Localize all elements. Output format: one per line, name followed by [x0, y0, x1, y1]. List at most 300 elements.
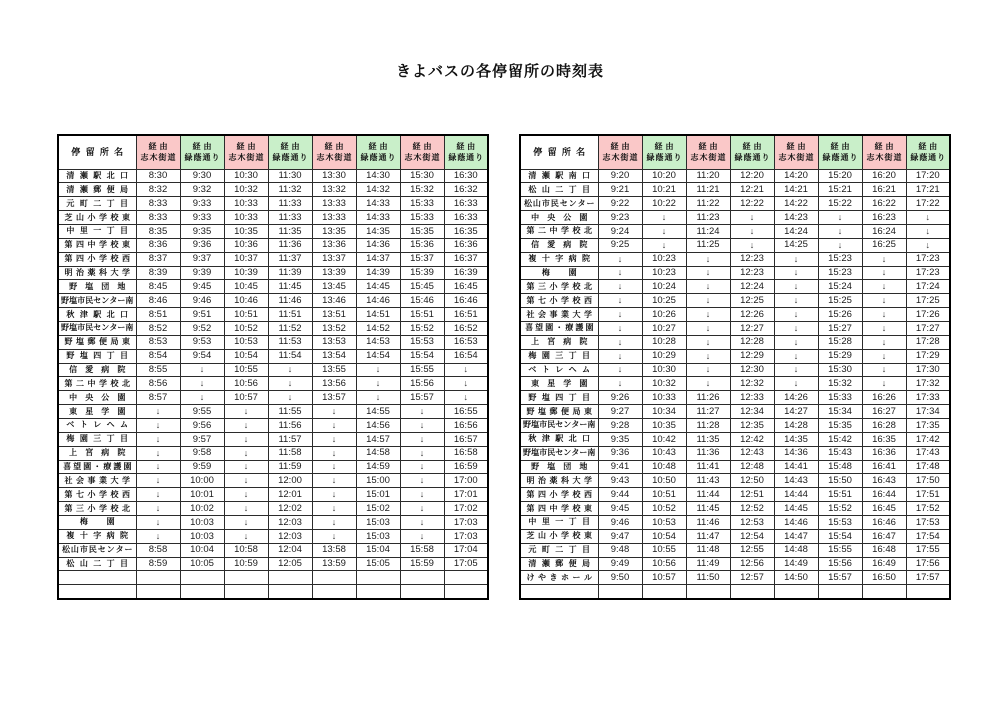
- stop-name-cell: [520, 169, 598, 183]
- time-cell: 14:43: [774, 474, 818, 488]
- time-cell: 9:55: [180, 405, 224, 419]
- time-cell: 15:43: [818, 446, 862, 460]
- stop-name-cell: [520, 488, 598, 502]
- stop-name: 松 山 市 民 セ ン タ ー: [523, 198, 595, 208]
- via-label: 経 由: [148, 141, 168, 151]
- stop-name-cell: [520, 294, 598, 308]
- skip-arrow-cell: ↓: [180, 391, 224, 405]
- stop-name: 梅 園 三 丁 目: [528, 351, 591, 361]
- time-cell: 13:55: [312, 363, 356, 377]
- table-row: [520, 488, 950, 502]
- stop-name-cell: [520, 197, 598, 211]
- route-name-label: 緑 蔭 通 り: [822, 152, 858, 162]
- time-cell: 11:22: [686, 197, 730, 211]
- stop-name-cell: [58, 252, 136, 266]
- time-cell: 17:42: [906, 432, 950, 446]
- time-cell: 14:35: [774, 432, 818, 446]
- skip-arrow-cell: ↓: [312, 502, 356, 516]
- time-cell: [686, 585, 730, 599]
- stop-name: 社 会 事 業 大 学: [526, 309, 592, 319]
- time-cell: 12:32: [730, 377, 774, 391]
- route-header-ryokuin-4: [730, 135, 774, 169]
- time-cell: 15:23: [818, 266, 862, 280]
- time-cell: 16:51: [444, 308, 488, 322]
- time-cell: [774, 585, 818, 599]
- skip-arrow-cell: ↓: [862, 363, 906, 377]
- time-cell: 9:52: [180, 321, 224, 335]
- time-cell: [268, 585, 312, 599]
- skip-arrow-cell: ↓: [268, 391, 312, 405]
- time-cell: [356, 585, 400, 599]
- time-cell: 14:47: [774, 529, 818, 543]
- route-header-shiki-1: [136, 135, 180, 169]
- time-cell: 10:52: [642, 502, 686, 516]
- stop-name-cell: [58, 571, 136, 585]
- time-cell: 15:55: [818, 543, 862, 557]
- skip-arrow-cell: ↓: [598, 252, 642, 266]
- stop-name: 秋 津 駅 北 口: [528, 434, 591, 444]
- time-cell: 9:41: [598, 460, 642, 474]
- time-cell: 10:25: [642, 294, 686, 308]
- time-cell: 14:39: [356, 266, 400, 280]
- stop-name: 野 塩 四 丁 目: [66, 351, 129, 361]
- stop-name: 明 治 薬 科 大 学: [526, 475, 592, 485]
- time-cell: 17:43: [906, 446, 950, 460]
- time-cell: 10:05: [180, 557, 224, 571]
- time-cell: 9:35: [180, 224, 224, 238]
- time-cell: 13:58: [312, 543, 356, 557]
- table-row: [58, 252, 488, 266]
- time-cell: [400, 571, 444, 585]
- stop-name: 複 十 字 病 院: [66, 531, 129, 541]
- stop-name-cell: [58, 169, 136, 183]
- stop-name: 野 塩 団 地: [531, 461, 588, 471]
- time-cell: 9:44: [598, 488, 642, 502]
- time-cell: 8:56: [136, 377, 180, 391]
- time-cell: 16:44: [862, 488, 906, 502]
- time-cell: 16:50: [862, 571, 906, 585]
- time-cell: 15:51: [400, 308, 444, 322]
- time-cell: 12:05: [268, 557, 312, 571]
- stop-name: 上 宮 病 院: [531, 337, 588, 347]
- time-cell: 14:41: [774, 460, 818, 474]
- stop-name-cell: [58, 557, 136, 571]
- time-cell: 16:23: [862, 211, 906, 225]
- stop-name-cell: [58, 515, 136, 529]
- skip-arrow-cell: ↓: [862, 266, 906, 280]
- time-cell: 17:30: [906, 363, 950, 377]
- table-row: [520, 432, 950, 446]
- time-cell: 16:37: [444, 252, 488, 266]
- time-cell: 10:30: [224, 169, 268, 183]
- time-cell: 9:56: [180, 418, 224, 432]
- skip-arrow-cell: ↓: [862, 308, 906, 322]
- table-row: [58, 418, 488, 432]
- skip-arrow-cell: ↓: [774, 280, 818, 294]
- stop-name: 社 会 事 業 大 学: [64, 475, 130, 485]
- time-cell: 13:30: [312, 169, 356, 183]
- stop-name-cell: [58, 488, 136, 502]
- skip-arrow-cell: ↓: [686, 363, 730, 377]
- skip-arrow-cell: ↓: [400, 405, 444, 419]
- time-cell: 12:43: [730, 446, 774, 460]
- time-cell: 15:27: [818, 321, 862, 335]
- skip-arrow-cell: ↓: [686, 308, 730, 322]
- time-cell: 9:25: [598, 238, 642, 252]
- table-row: [58, 197, 488, 211]
- stop-name: 元 町 二 丁 目: [66, 198, 129, 208]
- time-cell: 10:58: [224, 543, 268, 557]
- stop-name-cell: [520, 183, 598, 197]
- time-cell: 10:30: [642, 363, 686, 377]
- skip-arrow-cell: ↓: [906, 224, 950, 238]
- route-header-shiki-7: [862, 135, 906, 169]
- stop-name: ベ ト レ ヘ ム: [528, 364, 591, 374]
- time-cell: 14:55: [356, 405, 400, 419]
- stop-name: 松 山 市 民 セ ン タ ー: [61, 545, 133, 555]
- time-cell: [862, 585, 906, 599]
- time-cell: 17:24: [906, 280, 950, 294]
- time-cell: 9:22: [598, 197, 642, 211]
- stop-name-cell: [58, 391, 136, 405]
- time-cell: 11:46: [686, 515, 730, 529]
- time-cell: 17:23: [906, 266, 950, 280]
- time-cell: 12:57: [730, 571, 774, 585]
- table-row: [520, 543, 950, 557]
- time-cell: 16:28: [862, 418, 906, 432]
- empty-row: [58, 571, 488, 585]
- time-cell: 9:45: [180, 280, 224, 294]
- time-cell: 16:24: [862, 224, 906, 238]
- time-cell: 17:02: [444, 502, 488, 516]
- stop-name: 第 七 小 学 校 西: [64, 489, 130, 499]
- via-label: 経 由: [456, 141, 476, 151]
- table-row: [520, 405, 950, 419]
- table-row: [520, 349, 950, 363]
- time-cell: 15:57: [818, 571, 862, 585]
- stop-name-cell: [520, 238, 598, 252]
- time-cell: [224, 571, 268, 585]
- time-cell: 8:33: [136, 197, 180, 211]
- stop-name: 梅 園 三 丁 目: [66, 434, 129, 444]
- stop-name: 喜 望 園 ・ 療 護 園: [525, 323, 594, 333]
- time-cell: 11:36: [686, 446, 730, 460]
- time-cell: 11:56: [268, 418, 312, 432]
- stop-name: 第 四 小 学 校 西: [526, 489, 592, 499]
- stop-name-cell: [58, 363, 136, 377]
- table-row: [520, 252, 950, 266]
- time-cell: 13:51: [312, 308, 356, 322]
- stop-name-cell: [58, 432, 136, 446]
- time-cell: 14:58: [356, 446, 400, 460]
- time-cell: 9:57: [180, 432, 224, 446]
- stop-name: 第 二 中 学 校 北: [64, 378, 130, 388]
- stop-name-cell: [58, 335, 136, 349]
- table-row: [58, 349, 488, 363]
- skip-arrow-cell: ↓: [400, 488, 444, 502]
- table-row: [520, 308, 950, 322]
- time-cell: 10:04: [180, 543, 224, 557]
- table-row: [58, 308, 488, 322]
- time-cell: 14:44: [774, 488, 818, 502]
- time-cell: 10:23: [642, 252, 686, 266]
- skip-arrow-cell: ↓: [598, 377, 642, 391]
- time-cell: 9:48: [598, 543, 642, 557]
- time-cell: [180, 585, 224, 599]
- via-label: 経 由: [874, 141, 894, 151]
- stop-name-cell: [520, 252, 598, 266]
- time-cell: 8:53: [136, 335, 180, 349]
- time-cell: 13:46: [312, 294, 356, 308]
- via-label: 経 由: [236, 141, 256, 151]
- stop-name: 上 宮 病 院: [69, 448, 126, 458]
- time-cell: [400, 585, 444, 599]
- time-cell: 16:33: [444, 211, 488, 225]
- stop-name-cell: [58, 446, 136, 460]
- route-name-label: 志 木 街 道: [140, 152, 176, 162]
- table-row: [58, 363, 488, 377]
- time-cell: 12:33: [730, 391, 774, 405]
- time-cell: 13:35: [312, 224, 356, 238]
- time-cell: 9:54: [180, 349, 224, 363]
- table-row: [58, 474, 488, 488]
- skip-arrow-cell: ↓: [312, 418, 356, 432]
- time-cell: 14:30: [356, 169, 400, 183]
- time-cell: 10:54: [224, 349, 268, 363]
- time-cell: [906, 585, 950, 599]
- time-cell: 15:25: [818, 294, 862, 308]
- time-cell: 10:37: [224, 252, 268, 266]
- via-label: 経 由: [610, 141, 630, 151]
- skip-arrow-cell: ↓: [136, 418, 180, 432]
- time-cell: 17:03: [444, 515, 488, 529]
- skip-arrow-cell: ↓: [818, 238, 862, 252]
- stop-name-cell: [520, 266, 598, 280]
- stop-name: 第 四 中 学 校 東: [526, 503, 592, 513]
- route-header-ryokuin-2: [642, 135, 686, 169]
- time-cell: 16:36: [444, 238, 488, 252]
- timetable-return: [519, 134, 951, 600]
- route-name-label: 志 木 街 道: [866, 152, 902, 162]
- stop-name: ベ ト レ ヘ ム: [66, 420, 129, 430]
- time-cell: 17:20: [906, 169, 950, 183]
- time-cell: 10:22: [642, 197, 686, 211]
- table-row: [58, 529, 488, 543]
- via-label: 経 由: [412, 141, 432, 151]
- time-cell: 11:47: [686, 529, 730, 543]
- skip-arrow-cell: ↓: [686, 335, 730, 349]
- stop-name-cell: [58, 502, 136, 516]
- route-name-label: 緑 蔭 通 り: [910, 152, 946, 162]
- time-cell: 14:57: [356, 432, 400, 446]
- header-row: [520, 135, 950, 169]
- table-row: [520, 183, 950, 197]
- route-name-label: 緑 蔭 通 り: [734, 152, 770, 162]
- time-cell: 9:24: [598, 224, 642, 238]
- skip-arrow-cell: ↓: [862, 377, 906, 391]
- time-cell: 9:27: [598, 405, 642, 419]
- route-name-label: 緑 蔭 通 り: [448, 152, 484, 162]
- time-cell: 12:23: [730, 252, 774, 266]
- time-cell: 10:26: [642, 308, 686, 322]
- skip-arrow-cell: ↓: [136, 460, 180, 474]
- time-cell: 11:48: [686, 543, 730, 557]
- time-cell: 12:55: [730, 543, 774, 557]
- stop-name-cell: [520, 363, 598, 377]
- skip-arrow-cell: ↓: [774, 252, 818, 266]
- table-row: [520, 294, 950, 308]
- time-cell: 13:33: [312, 211, 356, 225]
- table-row: [520, 515, 950, 529]
- skip-arrow-cell: ↓: [312, 460, 356, 474]
- time-cell: 9:33: [180, 197, 224, 211]
- time-cell: 11:53: [268, 335, 312, 349]
- time-cell: 14:28: [774, 418, 818, 432]
- time-cell: [224, 585, 268, 599]
- stop-name-header: [520, 135, 598, 169]
- table-row: [520, 266, 950, 280]
- route-header-shiki-3: [686, 135, 730, 169]
- time-cell: 17:05: [444, 557, 488, 571]
- time-cell: 10:21: [642, 183, 686, 197]
- skip-arrow-cell: ↓: [598, 335, 642, 349]
- stop-name-cell: [58, 474, 136, 488]
- via-label: 経 由: [830, 141, 850, 151]
- route-header-ryokuin-4: [268, 135, 312, 169]
- skip-arrow-cell: ↓: [312, 432, 356, 446]
- time-cell: 8:59: [136, 557, 180, 571]
- time-cell: 14:25: [774, 238, 818, 252]
- time-cell: 16:20: [862, 169, 906, 183]
- time-cell: 12:54: [730, 529, 774, 543]
- stop-name: 野 塩 郵 便 局 東: [526, 406, 592, 416]
- time-cell: 16:27: [862, 405, 906, 419]
- time-cell: 13:36: [312, 238, 356, 252]
- time-cell: 10:57: [224, 391, 268, 405]
- time-cell: 11:51: [268, 308, 312, 322]
- time-cell: 11:43: [686, 474, 730, 488]
- time-cell: 17:50: [906, 474, 950, 488]
- stop-name-cell: [520, 377, 598, 391]
- time-cell: 15:53: [400, 335, 444, 349]
- time-cell: 10:03: [180, 515, 224, 529]
- time-cell: [312, 585, 356, 599]
- skip-arrow-cell: ↓: [774, 321, 818, 335]
- time-cell: 17:00: [444, 474, 488, 488]
- route-name-label: 緑 蔭 通 り: [272, 152, 308, 162]
- stop-name: 野 塩 市 民 セ ン タ ー 南: [523, 448, 596, 458]
- table-row: [58, 502, 488, 516]
- stop-name-cell: [58, 238, 136, 252]
- skip-arrow-cell: ↓: [400, 432, 444, 446]
- time-cell: 10:45: [224, 280, 268, 294]
- time-cell: 9:26: [598, 391, 642, 405]
- time-cell: 12:03: [268, 529, 312, 543]
- time-cell: 15:29: [818, 349, 862, 363]
- stop-name: 第 二 中 学 校 北: [526, 226, 592, 236]
- time-cell: 11:33: [268, 211, 312, 225]
- table-row: [520, 321, 950, 335]
- skip-arrow-cell: ↓: [862, 294, 906, 308]
- time-cell: 9:36: [180, 238, 224, 252]
- time-cell: 10:51: [224, 308, 268, 322]
- time-cell: 12:02: [268, 502, 312, 516]
- time-cell: 14:59: [356, 460, 400, 474]
- time-cell: 14:26: [774, 391, 818, 405]
- time-cell: 8:54: [136, 349, 180, 363]
- stop-name: 第 三 小 学 校 北: [64, 503, 130, 513]
- time-cell: 14:46: [774, 515, 818, 529]
- time-cell: 9:36: [598, 446, 642, 460]
- table-row: [58, 211, 488, 225]
- time-cell: 15:39: [400, 266, 444, 280]
- stop-name: 野 塩 市 民 セ ン タ ー 南: [61, 295, 134, 305]
- time-cell: 11:50: [686, 571, 730, 585]
- route-name-label: 志 木 街 道: [690, 152, 726, 162]
- table-row: [520, 224, 950, 238]
- stop-name-cell: [58, 418, 136, 432]
- time-cell: 15:01: [356, 488, 400, 502]
- time-cell: 15:33: [400, 211, 444, 225]
- skip-arrow-cell: ↓: [642, 211, 686, 225]
- skip-arrow-cell: ↓: [862, 280, 906, 294]
- skip-arrow-cell: ↓: [444, 377, 488, 391]
- time-cell: 15:32: [400, 183, 444, 197]
- stop-name-cell: [58, 266, 136, 280]
- stop-name-cell: [520, 280, 598, 294]
- route-header-shiki-1: [598, 135, 642, 169]
- stop-name-cell: [520, 502, 598, 516]
- route-header-ryokuin-6: [818, 135, 862, 169]
- time-cell: 17:56: [906, 557, 950, 571]
- skip-arrow-cell: ↓: [136, 432, 180, 446]
- skip-arrow-cell: ↓: [642, 224, 686, 238]
- route-name-label: 志 木 街 道: [404, 152, 440, 162]
- via-label: 経 由: [786, 141, 806, 151]
- stop-name-cell: [58, 405, 136, 419]
- time-cell: 11:21: [686, 183, 730, 197]
- table-row: [520, 211, 950, 225]
- time-cell: 17:04: [444, 543, 488, 557]
- skip-arrow-cell: ↓: [730, 224, 774, 238]
- stop-name: 梅 園: [541, 267, 577, 277]
- stop-name-cell: [58, 543, 136, 557]
- time-cell: 15:36: [400, 238, 444, 252]
- skip-arrow-cell: ↓: [224, 529, 268, 543]
- skip-arrow-cell: ↓: [598, 349, 642, 363]
- skip-arrow-cell: ↓: [224, 405, 268, 419]
- time-cell: 16:47: [862, 529, 906, 543]
- skip-arrow-cell: ↓: [356, 363, 400, 377]
- stop-name-cell: [520, 418, 598, 432]
- route-name-label: 緑 蔭 通 り: [360, 152, 396, 162]
- time-cell: 10:53: [642, 515, 686, 529]
- time-cell: 17:51: [906, 488, 950, 502]
- table-row: [58, 266, 488, 280]
- stop-name: 野 塩 郵 便 局 東: [64, 337, 130, 347]
- time-cell: 17:33: [906, 391, 950, 405]
- table-row: [58, 280, 488, 294]
- time-cell: 11:26: [686, 391, 730, 405]
- time-cell: 16:39: [444, 266, 488, 280]
- skip-arrow-cell: ↓: [686, 321, 730, 335]
- skip-arrow-cell: ↓: [598, 280, 642, 294]
- time-cell: 12:53: [730, 515, 774, 529]
- skip-arrow-cell: ↓: [224, 460, 268, 474]
- stop-name-cell: [520, 321, 598, 335]
- time-cell: 10:56: [224, 377, 268, 391]
- table-row: [520, 529, 950, 543]
